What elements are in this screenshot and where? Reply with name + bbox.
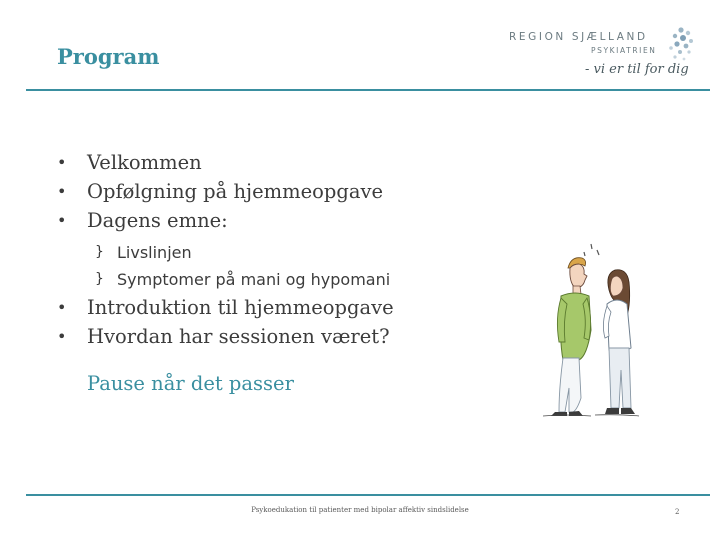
- logo-name: REGION SJÆLLAND: [509, 31, 648, 43]
- agenda-subitem-label: Symptomer på mani og hypomani: [117, 270, 391, 289]
- bullet-icon: •: [57, 211, 67, 230]
- agenda-subitem: [57, 266, 477, 293]
- pause-note: Pause når det passer: [87, 372, 294, 395]
- slide-title: Program: [57, 44, 160, 69]
- footer-caption: Psykoedukation til patienter med bipolar affektiv sindslidelse: [251, 506, 469, 514]
- agenda-item-label: Introduktion til hjemmeopgave: [87, 296, 394, 319]
- page-number: 2: [675, 508, 680, 516]
- agenda-item-label: Dagens emne:: [87, 209, 228, 232]
- agenda-item: [57, 148, 477, 177]
- agenda-item: [57, 177, 477, 206]
- title-divider: [26, 89, 710, 91]
- region-sjaelland-logo: [505, 26, 695, 88]
- footer-divider: [26, 494, 710, 496]
- agenda-list: [57, 148, 477, 351]
- agenda-item: [57, 322, 477, 351]
- logo-subtitle: PSYKIATRIEN: [591, 46, 657, 55]
- agenda-item-label: Velkommen: [87, 151, 202, 174]
- bullet-icon: •: [57, 298, 67, 317]
- agenda-subitem: [57, 239, 477, 266]
- agenda-subitem-label: Livslinjen: [117, 243, 192, 262]
- bullet-icon: •: [57, 153, 67, 172]
- agenda-item: [57, 206, 477, 235]
- agenda-item-label: Opfølgning på hjemmeopgave: [87, 180, 384, 203]
- dots-cluster-icon: [663, 26, 695, 66]
- bullet-icon: •: [57, 182, 67, 201]
- agenda-item: [57, 293, 477, 322]
- sub-bullet-icon: }: [95, 271, 104, 287]
- two-people-talking-illustration: [535, 238, 645, 420]
- logo-slogan: - vi er til for dig: [585, 62, 689, 77]
- agenda-item-label: Hvordan har sessionen været?: [87, 325, 390, 348]
- bullet-icon: •: [57, 327, 67, 346]
- sub-bullet-icon: }: [95, 244, 104, 260]
